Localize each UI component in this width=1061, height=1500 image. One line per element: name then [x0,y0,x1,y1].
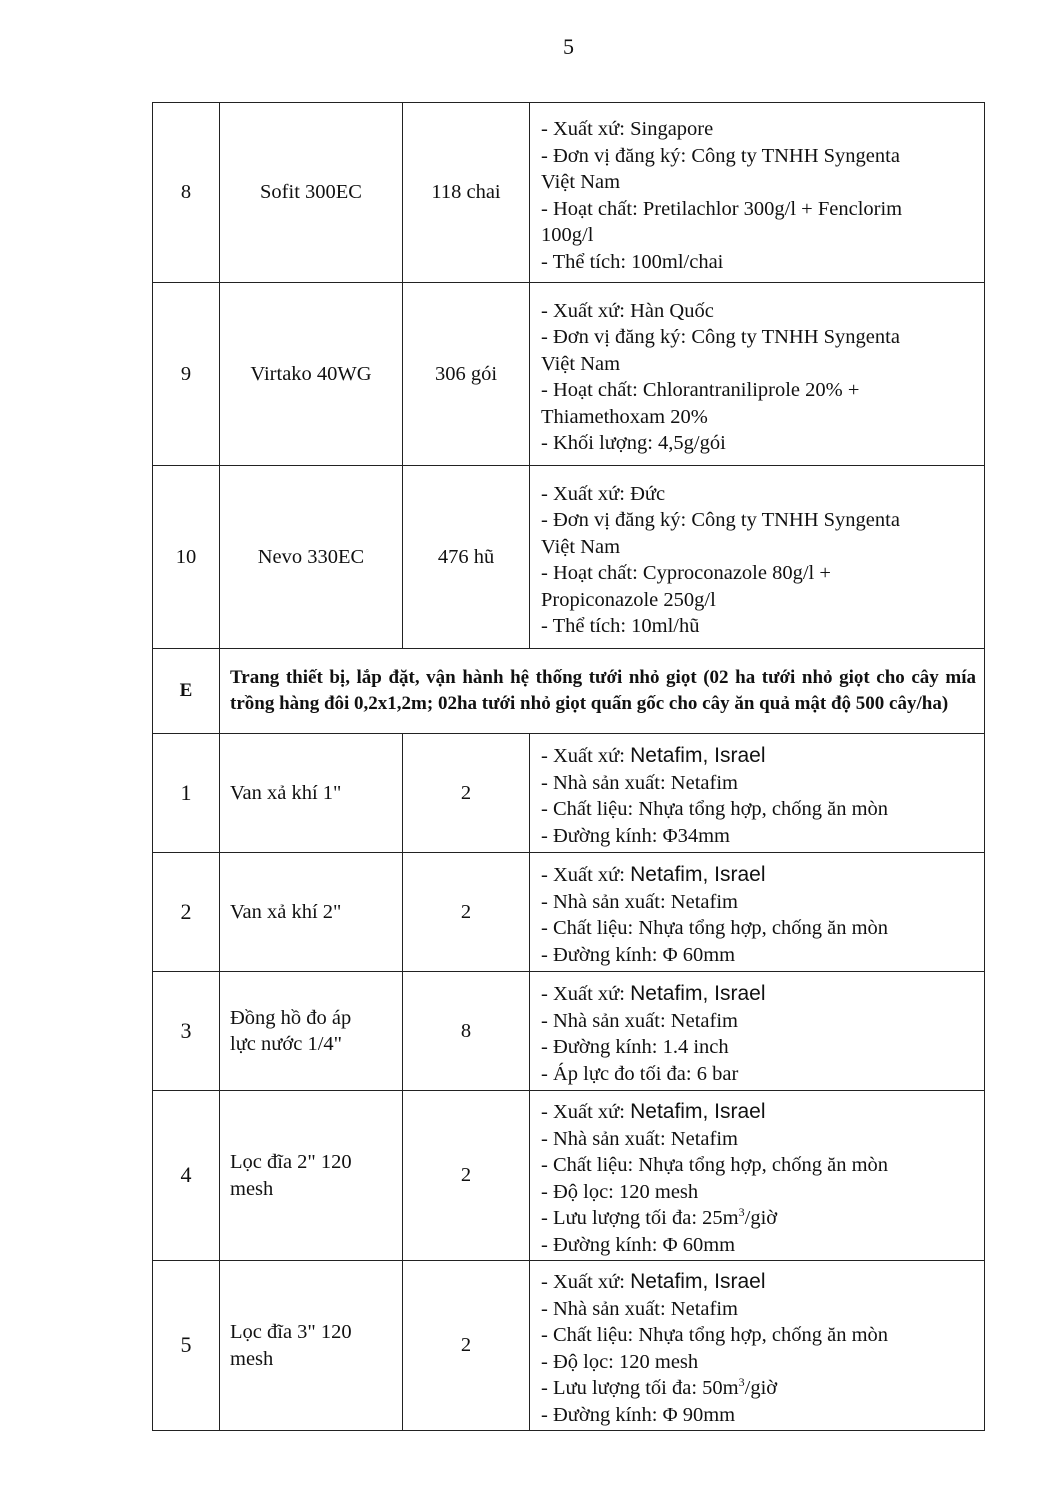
section-title: Trang thiết bị, lắp đặt, vận hành hệ thống tưới nhỏ giọt (02 ha tưới nhỏ giọt cho cây mía trồng hàng đôi 0,2x1,2m; 02ha tưới nhỏ giọt quấn gốc cho cây ăn quả mật độ 500 cây/ha) [220,649,985,734]
desc-line: - Nhà sản xuất: Netafim [541,1009,738,1032]
origin-prefix: - Xuất xứ: [541,983,631,1005]
origin-value: Netafim, Israel [630,744,766,767]
origin-value: Netafim, Israel [630,982,766,1005]
flow-prefix: - Lưu lượng tối đa: 50m [541,1377,739,1399]
desc-line: - Áp lực đo tối đa: 6 bar [541,1062,739,1085]
page-number: 5 [563,34,574,59]
desc-line: - Độ lọc: 120 mesh [541,1180,699,1203]
desc-line: - Khối lượng: 4,5g/gói [541,432,726,454]
quantity: 476 hũ [403,466,530,649]
quantity: 306 gói [403,283,530,466]
section-row [153,649,985,734]
desc-line: - Độ lọc: 120 mesh [541,1350,699,1373]
desc-line: - Đơn vị đăng ký: Công ty TNHH Syngenta [541,509,900,531]
description [530,1261,985,1431]
product-name-line: Lọc đĩa 2" 120 [230,1151,352,1173]
flow-suffix: /giờ [744,1377,778,1399]
origin-line [541,862,976,889]
table-row [153,466,985,649]
desc-line: - Đơn vị đăng ký: Công ty TNHH Syngenta [541,144,900,167]
description [530,734,985,853]
origin-line [541,1099,976,1126]
flow-line [541,1205,976,1232]
quantity: 2 [403,853,530,972]
product-name: Sofit 300EC [220,103,403,283]
flow-sup: 3 [738,1205,745,1220]
desc-line: - Đơn vị đăng ký: Công ty TNHH Syngenta [541,326,900,348]
desc-line: - Hoạt chất: Chlorantraniliprole 20% + [541,379,860,401]
desc-line: - Hoạt chất: Pretilachlor 300g/l + Fenclorim [541,197,903,220]
row-number: 1 [153,734,220,853]
desc-line: Thiamethoxam 20% [541,405,708,428]
description [530,103,985,283]
desc-line: - Xuất xứ: Đức [541,482,666,505]
desc-line: - Đường kính: 1.4 inch [541,1036,729,1058]
desc-line: Việt Nam [541,535,621,558]
origin-value: Netafim, Israel [630,863,766,886]
description [530,1091,985,1261]
desc-line: - Nhà sản xuất: Netafim [541,771,738,794]
desc-line: - Đường kính: Φ 90mm [541,1403,736,1426]
desc-line: - Chất liệu: Nhựa tổng hợp, chống ăn mòn [541,917,889,939]
desc-line: - Chất liệu: Nhựa tổng hợp, chống ăn mòn [541,1324,889,1346]
row-number: 10 [153,466,220,649]
desc-line: - Hoạt chất: Cyproconazole 80g/l + [541,562,831,584]
origin-line [541,1269,976,1296]
desc-line: - Nhà sản xuất: Netafim [541,1127,738,1150]
quantity: 118 chai [403,103,530,283]
product-name-line: Đồng hồ đo áp [230,1006,352,1029]
desc-line: Việt Nam [541,171,621,193]
product-name: Virtako 40WG [220,283,403,466]
origin-value: Netafim, Israel [630,1270,766,1293]
desc-line: Propiconazole 250g/l [541,588,716,611]
quantity: 2 [403,734,530,853]
description [530,283,985,466]
table-row [153,1091,985,1261]
table-row [153,103,985,283]
row-number: 9 [153,283,220,466]
desc-line: - Đường kính: Φ34mm [541,824,730,847]
origin-line [541,981,976,1008]
desc-line: - Đường kính: Φ 60mm [541,1233,736,1256]
row-number: 4 [153,1091,220,1261]
product-name [220,1261,403,1431]
desc-line: - Đường kính: Φ 60mm [541,943,736,966]
row-number: 5 [153,1261,220,1431]
description [530,466,985,649]
table-row [153,283,985,466]
flow-suffix: /giờ [744,1207,778,1229]
description [530,972,985,1091]
origin-prefix: - Xuất xứ: [541,745,631,767]
row-number: 3 [153,972,220,1091]
product-name-line: Lọc đĩa 3" 120 [230,1321,352,1343]
description [530,853,985,972]
desc-line: - Nhà sản xuất: Netafim [541,1297,738,1320]
flow-line [541,1375,976,1402]
desc-line: - Xuất xứ: Hàn Quốc [541,299,714,322]
product-name: Nevo 330EC [220,466,403,649]
origin-prefix: - Xuất xứ: [541,1271,631,1293]
product-name [220,972,403,1091]
quantity: 2 [403,1261,530,1431]
product-name-line: mesh [230,1177,274,1200]
desc-line: - Nhà sản xuất: Netafim [541,890,738,913]
product-name-line: lực nước 1/4" [230,1033,343,1055]
desc-line: - Thể tích: 10ml/hũ [541,615,700,637]
table-row [153,734,985,853]
desc-line: 100g/l [541,224,594,246]
product-name [220,1091,403,1261]
desc-line: Việt Nam [541,352,621,375]
table-row [153,972,985,1091]
row-number: 8 [153,103,220,283]
quantity: 8 [403,972,530,1091]
product-name: Van xả khí 1" [220,734,403,853]
origin-value: Netafim, Israel [630,1100,766,1123]
product-table [152,102,985,1431]
origin-line [541,743,976,770]
product-name: Van xả khí 2" [220,853,403,972]
desc-line: - Chất liệu: Nhựa tổng hợp, chống ăn mòn [541,798,889,820]
product-name-line: mesh [230,1347,274,1370]
desc-line: - Chất liệu: Nhựa tổng hợp, chống ăn mòn [541,1154,889,1176]
quantity: 2 [403,1091,530,1261]
flow-sup: 3 [738,1375,745,1390]
flow-prefix: - Lưu lượng tối đa: 25m [541,1207,739,1229]
table-row [153,1261,985,1431]
section-number: E [153,649,220,734]
table-row [153,853,985,972]
row-number: 2 [153,853,220,972]
desc-line: - Thể tích: 100ml/chai [541,250,724,273]
desc-line: - Xuất xứ: Singapore [541,118,714,140]
origin-prefix: - Xuất xứ: [541,864,631,886]
origin-prefix: - Xuất xứ: [541,1101,631,1123]
